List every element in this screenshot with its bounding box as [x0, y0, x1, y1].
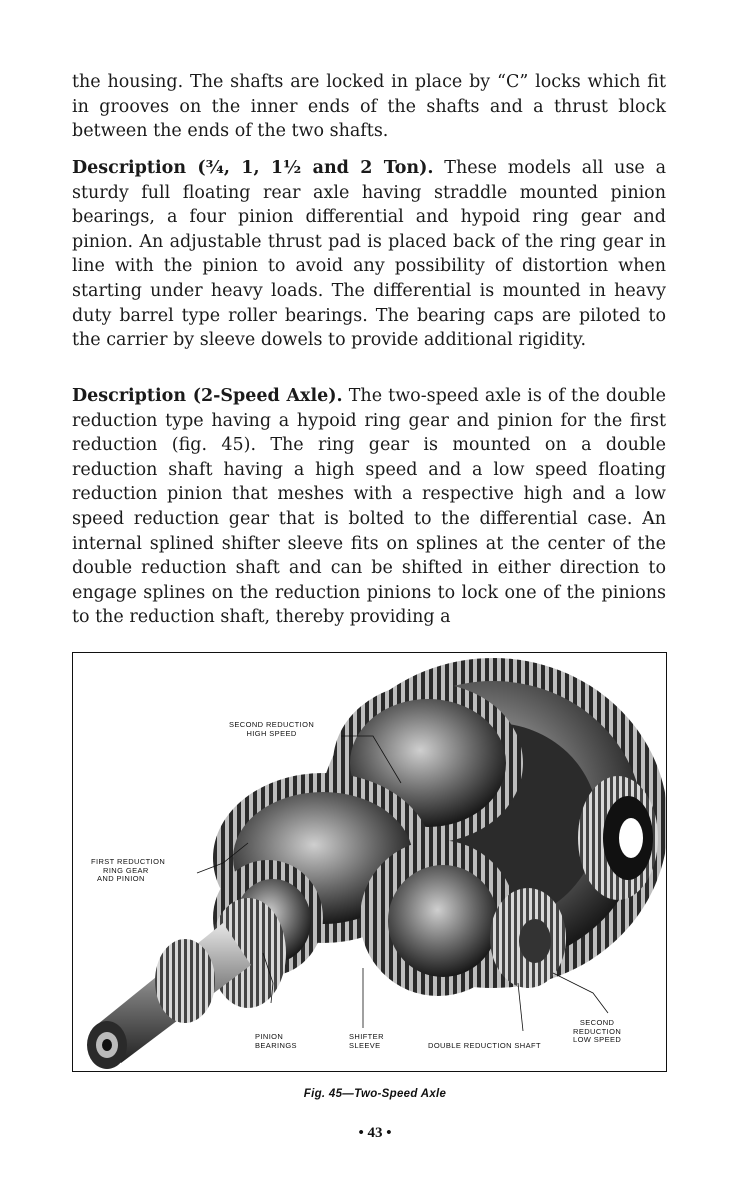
callout-line: SECOND REDUCTION — [229, 720, 315, 729]
figure-two-speed-axle — [72, 652, 667, 1072]
paragraph-heading-tons: Description (¾, 1, 1½ and 2 Ton). — [72, 158, 434, 178]
callout-line: BEARINGS — [255, 1040, 297, 1050]
page-number: • 43 • — [358, 1125, 392, 1141]
callout-double-reduction-shaft — [428, 1042, 541, 1051]
callout-line: LOW SPEED — [573, 1035, 622, 1044]
callout-line: SLEEVE — [349, 1040, 381, 1050]
paragraph-description-tons — [72, 156, 666, 353]
callout-line: SHIFTER — [349, 1032, 384, 1041]
paragraph-heading-two-speed: Description (2-Speed Axle). — [72, 386, 343, 406]
callout-line: DOUBLE REDUCTION SHAFT — [428, 1041, 541, 1050]
paragraph-housing: the housing. The shafts are locked in place by “C” locks which fit in grooves on the inner ends of the shafts and a thrust block between the ends of the two shafts. — [72, 72, 666, 142]
callout-line: SECOND — [579, 1018, 615, 1027]
callout-line: PINION — [255, 1032, 284, 1041]
paragraph-body-tons: These models all use a sturdy full floating rear axle having straddle mounted pinion bearings, a four pinion differential and hypoid ring gear and pinion. An adjustable thrust pad is placed back of the ring gear in line with the pinion to avoid any possibility of distortion when starting under heavy loads. The differential is mounted in heavy duty barrel type roller bearings. The bearing caps are piloted to the carrier by sleeve dowels to provide additional rigidity. — [72, 158, 667, 351]
differential-bearing — [578, 776, 658, 900]
callout-second-reduction-high-speed — [229, 721, 314, 738]
callout-second-reduction-low-speed — [573, 1019, 621, 1045]
callout-line: REDUCTION — [573, 1026, 622, 1036]
paragraph-body-two-speed: The two-speed axle is of the double reduction type having a hypoid ring gear and pinion for the first reduction (fig. 45). The ring gear is mounted on a double reduction shaft having a high speed and a low speed floating reduction pinion that meshes with a respective high and a low speed reduction gear that is bolted to the differential case. An internal splined shifter sleeve fits on splines at the center of the double reduction shaft and can be shifted in either direction to engage splines on the reduction pinions to lock one of the pinions to the reduction shaft, thereby providing a — [72, 386, 666, 628]
callout-line: AND PINION — [97, 874, 145, 883]
callout-shifter-sleeve — [349, 1033, 384, 1050]
callout-pinion-bearings — [255, 1033, 297, 1050]
callout-line: HIGH SPEED — [246, 728, 297, 738]
callout-first-reduction — [91, 858, 165, 884]
paragraph-description-two-speed — [72, 384, 666, 630]
figure-caption: Fig. 45—Two-Speed Axle — [303, 1088, 447, 1100]
callout-line: FIRST REDUCTION — [91, 857, 166, 866]
callout-line: RING GEAR — [103, 865, 149, 875]
